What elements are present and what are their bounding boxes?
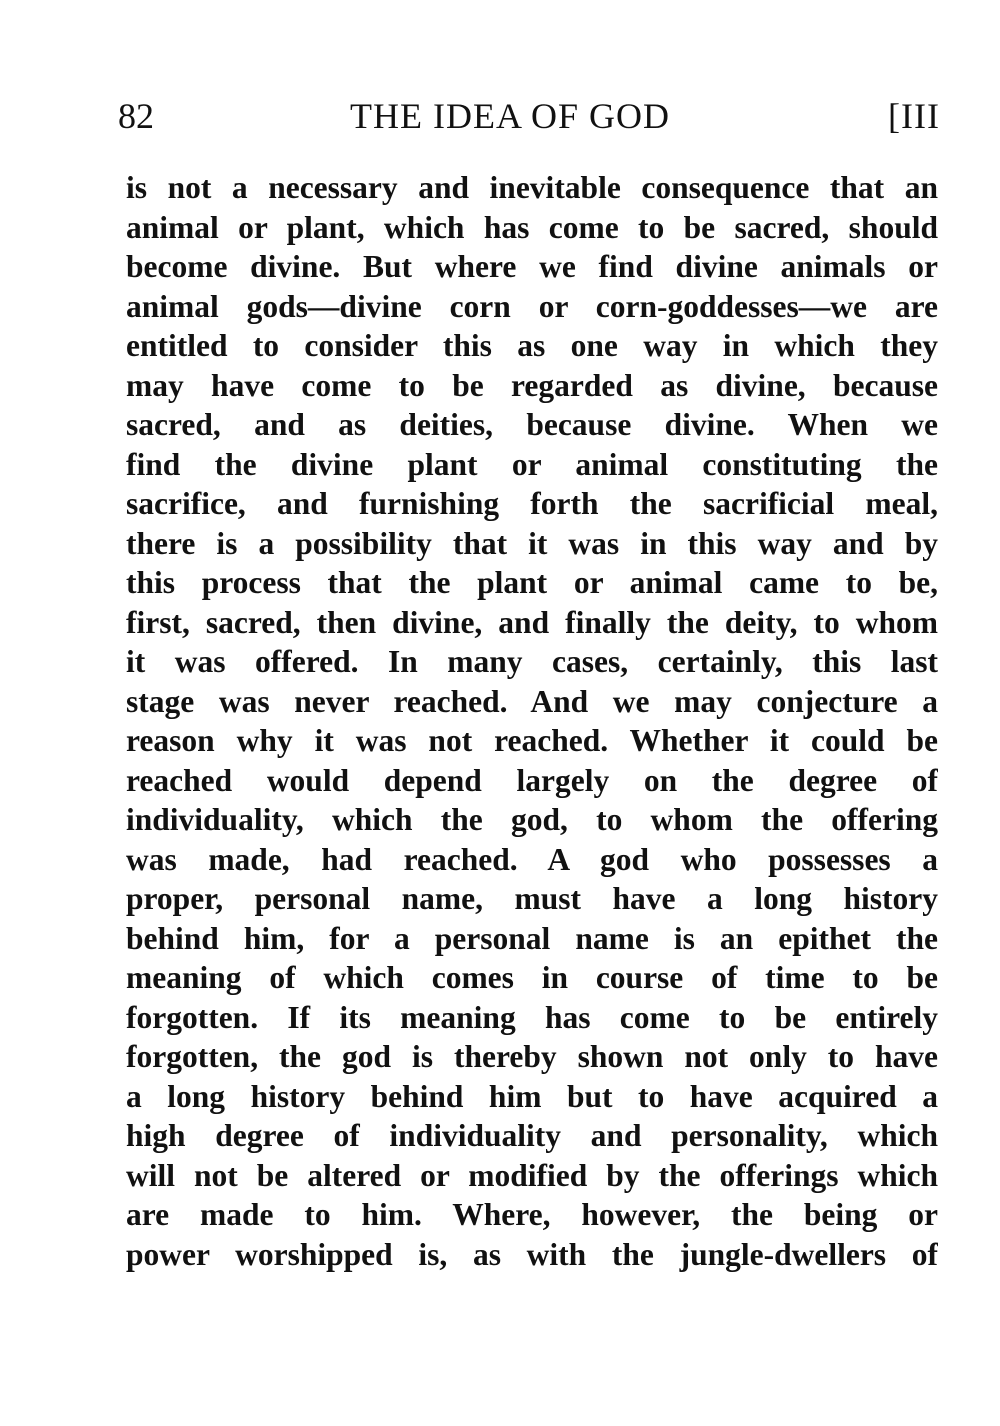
text-line: this process that the plant or animal came to be,	[126, 565, 938, 600]
text-line: stage was never reached. And we may conjecture a	[126, 683, 938, 719]
page-number: 82	[118, 96, 154, 136]
text-line: there is a possibility that it was in this way and by	[126, 525, 938, 561]
text-line: entitled to consider this as one way in which they	[126, 328, 938, 363]
text-line: first, sacred, then divine, and finally the deity, to whom	[126, 604, 938, 640]
text-line: reason why it was not reached. Whether it could be	[126, 723, 938, 758]
text-line: may have come to be regarded as divine, because	[126, 367, 938, 403]
text-line: animal or plant, which has come to be sacred, should	[126, 209, 938, 245]
text-line: are made to him. Where, however, the being or	[126, 1197, 938, 1232]
text-line: find the divine plant or animal constituting the	[126, 446, 938, 482]
text-line: it was offered. In many cases, certainly, this last	[126, 644, 938, 679]
chapter-mark: [III	[888, 96, 940, 136]
text-line: individuality, which the god, to whom the offering	[126, 802, 938, 837]
text-line: forgotten. If its meaning has come to be entirely	[126, 999, 938, 1035]
text-line: will not be altered or modified by the offerings which	[126, 1157, 938, 1193]
text-line: reached would depend largely on the degree of	[126, 762, 938, 798]
text-line: meaning of which comes in course of time to be	[126, 960, 938, 995]
text-line: was made, had reached. A god who possesses a	[126, 841, 938, 877]
text-line: behind him, for a personal name is an epithet the	[126, 920, 938, 956]
text-line: sacred, and as deities, because divine. When we	[126, 407, 938, 442]
text-line: proper, personal name, must have a long history	[126, 881, 938, 916]
text-line: sacrifice, and furnishing forth the sacrificial meal,	[126, 486, 938, 521]
text-line: forgotten, the god is thereby shown not only to have	[126, 1039, 938, 1074]
text-line: power worshipped is, as with the jungle-dwellers of	[126, 1236, 938, 1272]
running-title: THE IDEA OF GOD	[350, 96, 670, 136]
page-header	[118, 86, 940, 146]
text-line: animal gods—divine corn or corn-goddesses—we are	[126, 288, 938, 324]
text-line: high degree of individuality and personality, which	[126, 1118, 938, 1153]
body-text	[126, 168, 938, 1274]
text-line: become divine. But where we find divine animals or	[126, 249, 938, 284]
text-line: a long history behind him but to have acquired a	[126, 1078, 938, 1114]
text-line: is not a necessary and inevitable consequence that an	[126, 170, 938, 205]
